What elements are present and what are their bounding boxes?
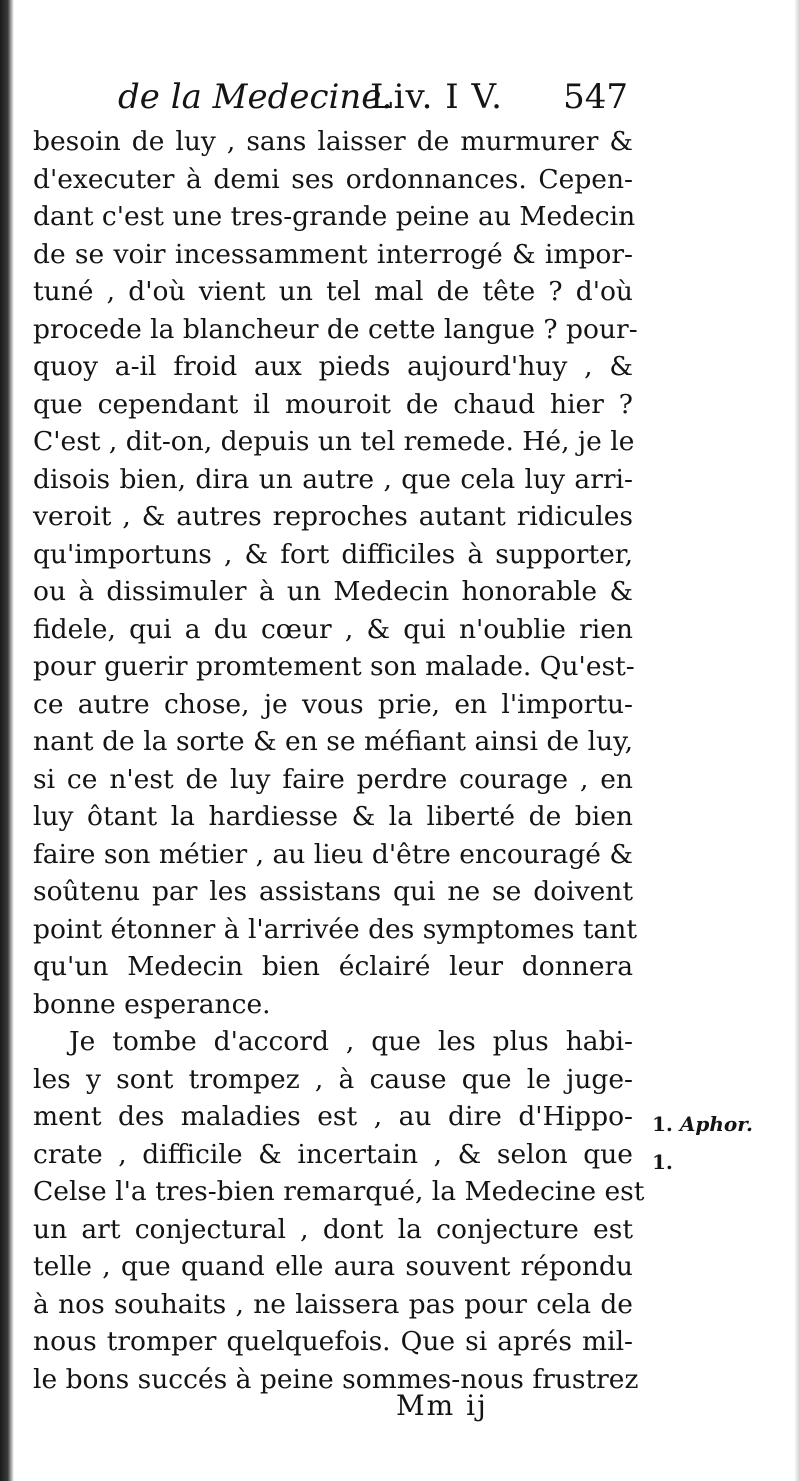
- text-line: qu'importuns , & fort difficiles à supporter,: [33, 538, 633, 570]
- page-number: 547: [563, 77, 628, 117]
- text-line: ment des maladies est , au dire d'Hippo-: [33, 1101, 633, 1132]
- text-line: veroit , & autres reproches autant ridicules: [33, 501, 633, 532]
- text-line: de se voir incessamment interrogé & impor-: [33, 238, 633, 270]
- text-line: nant de la sorte & en se méfiant ainsi de luy,: [33, 726, 633, 757]
- text-line: le bons succés à peine sommes-nous frustrez: [33, 1363, 639, 1395]
- text-line: ou à dissimuler à un Medecin honorable &: [33, 576, 633, 607]
- margin-note-number: 1.: [652, 1149, 673, 1174]
- margin-note-reference: Aphor.: [679, 1112, 753, 1136]
- scan-edge-shadow: [794, 0, 800, 1481]
- text-line: à nos souhaits , ne laissera pas pour cela de: [33, 1288, 633, 1320]
- text-line: Celse l'a tres-bien remarqué, la Medecine est: [33, 1176, 645, 1207]
- text-line: luy ôtant la hardiesse & la liberté de bien: [33, 801, 633, 832]
- text-line: dant c'est une tres-grande peine au Medecin: [33, 201, 636, 232]
- running-head: [118, 72, 628, 122]
- text-line: C'est , dit-on, depuis un tel remede. Hé, je le: [33, 426, 635, 457]
- running-head-book: Liv. I V.: [370, 77, 503, 117]
- text-line: ce autre chose, je vous prie, en l'importu-: [33, 688, 633, 720]
- text-line: tuné , d'où vient un tel mal de tête ? d'où: [33, 276, 633, 307]
- margin-notes: [652, 1106, 792, 1181]
- text-line: pour guerir promtement son malade. Qu'est-: [33, 651, 635, 682]
- running-head-title: de la Medecine.: [118, 77, 393, 117]
- text-line: disois bien, dira un autre , que cela luy arri-: [33, 463, 633, 495]
- text-line: telle , que quand elle aura souvent répondu: [33, 1251, 633, 1282]
- paragraph-end-line: bonne esperance.: [33, 988, 271, 1020]
- text-line: d'executer à demi ses ordonnances. Cepen-: [33, 163, 633, 195]
- text-line: quoy a-il froid aux pieds aujourd'huy , &: [33, 351, 633, 382]
- text-line: fidele, qui a du cœur , & qui n'oublie rien: [33, 613, 633, 645]
- margin-note-second: [652, 1144, 792, 1182]
- margin-note-aphorisms: [652, 1106, 792, 1144]
- text-line: crate , difficile & incertain , & selon que: [33, 1138, 633, 1170]
- body-text: [33, 123, 645, 1398]
- text-line: faire son métier , au lieu d'être encouragé &: [33, 838, 633, 870]
- margin-note-number: 1.: [652, 1112, 673, 1136]
- text-line: un art conjectural , dont la conjecture est: [33, 1213, 633, 1245]
- text-line: que cependant il mouroit de chaud hier ?: [33, 388, 633, 420]
- scan-binding-shadow: [0, 0, 14, 1481]
- paragraph-first-line: Je tombe d'accord , que les plus habi-: [69, 1026, 633, 1057]
- text-line: point étonner à l'arrivée des symptomes tant: [33, 913, 638, 945]
- text-line: si ce n'est de luy faire perdre courage , en: [33, 763, 633, 795]
- text-line: nous tromper quelquefois. Que si aprés mil-: [33, 1326, 633, 1357]
- text-line: les y sont trompez , à cause que le juge-: [33, 1063, 633, 1095]
- signature-mark: Mm ij: [396, 1389, 488, 1422]
- text-line: procede la blancheur de cette langue ? pour-: [33, 313, 638, 345]
- text-line: soûtenu par les assistans qui ne se doivent: [33, 876, 633, 907]
- text-line: besoin de luy , sans laisser de murmurer &: [33, 126, 633, 157]
- text-line: qu'un Medecin bien éclairé leur donnera: [33, 951, 633, 982]
